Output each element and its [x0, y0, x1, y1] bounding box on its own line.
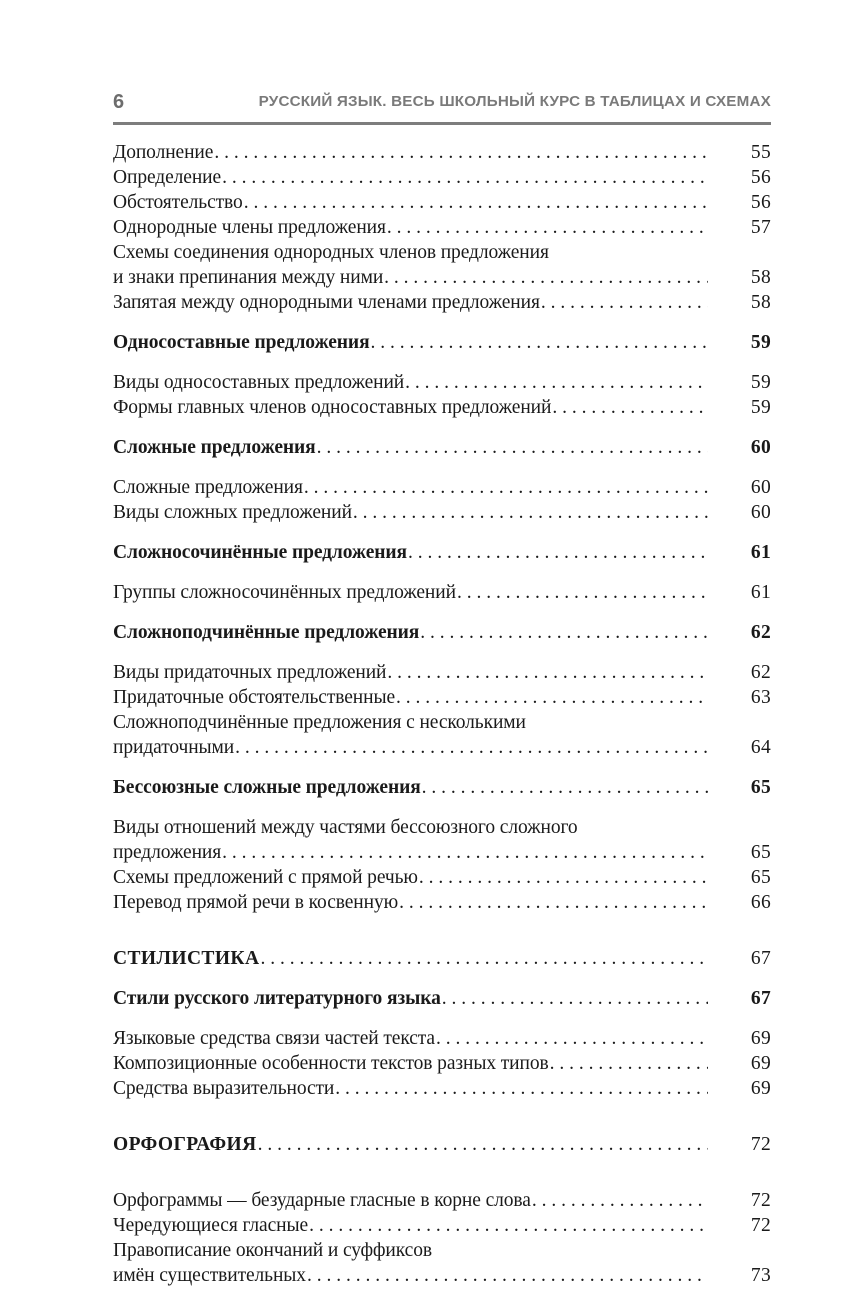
toc-entry[interactable]	[113, 865, 771, 890]
toc-page-number: 55	[750, 142, 771, 163]
toc-page-number: 69	[750, 1078, 771, 1099]
toc-entry[interactable]	[113, 685, 771, 710]
toc-entry[interactable]	[113, 840, 771, 865]
toc-dot-leader	[222, 165, 708, 190]
toc-page-number: 69	[750, 1028, 771, 1049]
toc-entry[interactable]	[113, 1213, 771, 1238]
toc-dot-leader	[371, 330, 708, 355]
toc-entry-label: предложения	[113, 842, 222, 863]
toc-group	[113, 946, 771, 971]
page-folio-number: 6	[113, 91, 125, 113]
toc-page-number: 61	[750, 582, 771, 603]
toc-entry-label: Орфограммы — безударные гласные в корне слова	[113, 1190, 531, 1211]
toc-dot-leader	[405, 370, 708, 395]
toc-entry[interactable]	[113, 540, 771, 565]
toc-dot-leader	[309, 1213, 708, 1238]
toc-entry-label: Обстоятельство	[113, 192, 243, 213]
toc-dot-leader	[260, 946, 708, 971]
toc-dot-leader	[307, 1263, 708, 1288]
toc-dot-leader	[457, 580, 708, 605]
toc-entry-label: ОРФОГРАФИЯ	[113, 1134, 257, 1155]
toc-page-number: 66	[750, 892, 771, 913]
toc-entry-label: Бессоюзные сложные предложения	[113, 777, 421, 798]
toc-entry-label: Сложные предложения	[113, 437, 316, 458]
running-head	[113, 88, 771, 116]
toc-page-number: 59	[750, 372, 771, 393]
toc-entry[interactable]	[113, 775, 771, 800]
toc-group	[113, 775, 771, 800]
toc-entry[interactable]	[113, 165, 771, 190]
table-of-contents	[113, 140, 771, 1288]
toc-entry[interactable]	[113, 1026, 771, 1051]
toc-entry-label: Перевод прямой речи в косвенную	[113, 892, 399, 913]
toc-page-number: 60	[750, 437, 771, 458]
toc-entry-label: Сложноподчинённые предложения с несколькими	[113, 712, 526, 733]
toc-page-number: 63	[750, 687, 771, 708]
toc-entry[interactable]	[113, 140, 771, 165]
toc-entry-label: Сложные предложения	[113, 477, 303, 498]
toc-page-number: 60	[750, 477, 771, 498]
toc-page-number: 67	[750, 948, 771, 969]
toc-group	[113, 435, 771, 460]
toc-dot-leader	[420, 620, 708, 645]
toc-entry-label: Виды отношений между частями бессоюзного сложного	[113, 817, 578, 838]
toc-page-number: 58	[750, 292, 771, 313]
toc-group	[113, 370, 771, 420]
toc-page-number: 59	[750, 332, 771, 353]
toc-dot-leader	[532, 1188, 708, 1213]
toc-dot-leader	[399, 890, 708, 915]
toc-entry-label: Средства выразительности	[113, 1078, 335, 1099]
toc-dot-leader	[541, 290, 708, 315]
toc-group	[113, 540, 771, 565]
toc-entry[interactable]	[113, 735, 771, 760]
toc-page-number: 64	[750, 737, 771, 758]
toc-group	[113, 1026, 771, 1101]
toc-entry-label: Виды сложных предложений	[113, 502, 352, 523]
header-rule	[113, 122, 771, 125]
toc-entry[interactable]	[113, 215, 771, 240]
toc-entry-label: Схемы соединения однородных членов предложения	[113, 242, 549, 263]
toc-page-number: 58	[750, 267, 771, 288]
toc-entry[interactable]	[113, 890, 771, 915]
toc-group	[113, 140, 771, 315]
toc-entry-label: Языковые средства связи частей текста	[113, 1028, 435, 1049]
toc-page-number: 72	[750, 1134, 771, 1155]
toc-dot-leader	[387, 660, 708, 685]
toc-dot-leader	[408, 540, 708, 565]
toc-dot-leader	[422, 775, 708, 800]
toc-entry[interactable]	[113, 290, 771, 315]
toc-dot-leader	[387, 215, 708, 240]
toc-entry[interactable]	[113, 1132, 771, 1157]
toc-entry-label: Группы сложносочинённых предложений	[113, 582, 456, 603]
toc-entry-label: Стили русского литературного языка	[113, 988, 441, 1009]
toc-entry[interactable]	[113, 660, 771, 685]
toc-entry[interactable]	[113, 986, 771, 1011]
toc-dot-leader	[222, 840, 708, 865]
toc-entry-line[interactable]	[113, 710, 771, 735]
toc-page-number: 60	[750, 502, 771, 523]
toc-dot-leader	[235, 735, 708, 760]
toc-entry-label: Виды придаточных предложений	[113, 662, 387, 683]
toc-page-number: 72	[750, 1215, 771, 1236]
toc-entry-line[interactable]	[113, 815, 771, 840]
toc-group	[113, 620, 771, 645]
toc-entry-label: Дополнение	[113, 142, 214, 163]
toc-entry-line[interactable]	[113, 240, 771, 265]
toc-dot-leader	[436, 1026, 708, 1051]
toc-page-number: 65	[750, 777, 771, 798]
toc-entry-label: СТИЛИСТИКА	[113, 948, 260, 969]
running-head-title: РУССКИЙ ЯЗЫК. ВЕСЬ ШКОЛЬНЫЙ КУРС В ТАБЛИЦАХ И СХЕМАХ	[258, 93, 771, 111]
toc-group	[113, 1188, 771, 1288]
toc-entry-label: Схемы предложений с прямой речью	[113, 867, 418, 888]
toc-dot-leader	[214, 140, 708, 165]
toc-entry[interactable]	[113, 475, 771, 500]
toc-page-number: 67	[750, 988, 771, 1009]
toc-entry[interactable]	[113, 1051, 771, 1076]
toc-group	[113, 660, 771, 760]
toc-entry[interactable]	[113, 946, 771, 971]
toc-entry-label: Чередующиеся гласные	[113, 1215, 309, 1236]
toc-page-number: 56	[750, 192, 771, 213]
toc-entry[interactable]	[113, 1188, 771, 1213]
toc-dot-leader	[396, 685, 708, 710]
toc-group	[113, 475, 771, 525]
toc-page-number: 61	[750, 542, 771, 563]
toc-entry[interactable]	[113, 435, 771, 460]
toc-entry-label: Формы главных членов односоставных предложений	[113, 397, 552, 418]
toc-entry[interactable]	[113, 500, 771, 525]
toc-page-number: 62	[750, 622, 771, 643]
toc-entry-label: Сложносочинённые предложения	[113, 542, 407, 563]
toc-dot-leader	[552, 395, 708, 420]
toc-entry[interactable]	[113, 370, 771, 395]
toc-page-number: 69	[750, 1053, 771, 1074]
toc-entry[interactable]	[113, 620, 771, 645]
toc-entry[interactable]	[113, 395, 771, 420]
toc-page-number: 62	[750, 662, 771, 683]
toc-dot-leader	[550, 1051, 708, 1076]
toc-group	[113, 815, 771, 915]
toc-entry[interactable]	[113, 1263, 771, 1288]
toc-entry-label: имён существительных	[113, 1265, 306, 1286]
toc-entry-label: и знаки препинания между ними	[113, 267, 384, 288]
toc-entry-line[interactable]	[113, 1238, 771, 1263]
toc-page-number: 72	[750, 1190, 771, 1211]
toc-entry[interactable]	[113, 580, 771, 605]
toc-entry-label: Однородные члены предложения	[113, 217, 386, 238]
toc-dot-leader	[419, 865, 708, 890]
toc-group	[113, 580, 771, 605]
toc-page-number: 73	[750, 1265, 771, 1286]
toc-entry-label: Сложноподчинённые предложения	[113, 622, 420, 643]
toc-entry-label: Виды односоставных предложений	[113, 372, 405, 393]
toc-entry-label: Композиционные особенности текстов разных типов	[113, 1053, 549, 1074]
toc-page-number: 59	[750, 397, 771, 418]
toc-entry[interactable]	[113, 1076, 771, 1101]
toc-page-number: 65	[750, 867, 771, 888]
toc-entry-label: Односоставные предложения	[113, 332, 370, 353]
toc-group	[113, 1132, 771, 1157]
toc-entry[interactable]	[113, 265, 771, 290]
toc-entry-label: Запятая между однородными членами предложения	[113, 292, 540, 313]
toc-entry-label: придаточными	[113, 737, 235, 758]
toc-entry[interactable]	[113, 330, 771, 355]
toc-group	[113, 986, 771, 1011]
toc-dot-leader	[353, 500, 708, 525]
toc-dot-leader	[335, 1076, 708, 1101]
toc-dot-leader	[258, 1132, 708, 1157]
toc-entry-label: Определение	[113, 167, 222, 188]
toc-page-number: 65	[750, 842, 771, 863]
toc-page-number: 57	[750, 217, 771, 238]
toc-dot-leader	[384, 265, 708, 290]
toc-entry-label: Правописание окончаний и суффиксов	[113, 1240, 432, 1261]
toc-entry[interactable]	[113, 190, 771, 215]
toc-dot-leader	[244, 190, 708, 215]
toc-page-number: 56	[750, 167, 771, 188]
toc-entry-label: Придаточные обстоятельственные	[113, 687, 396, 708]
toc-dot-leader	[304, 475, 708, 500]
toc-dot-leader	[442, 986, 708, 1011]
toc-dot-leader	[317, 435, 708, 460]
toc-group	[113, 330, 771, 355]
